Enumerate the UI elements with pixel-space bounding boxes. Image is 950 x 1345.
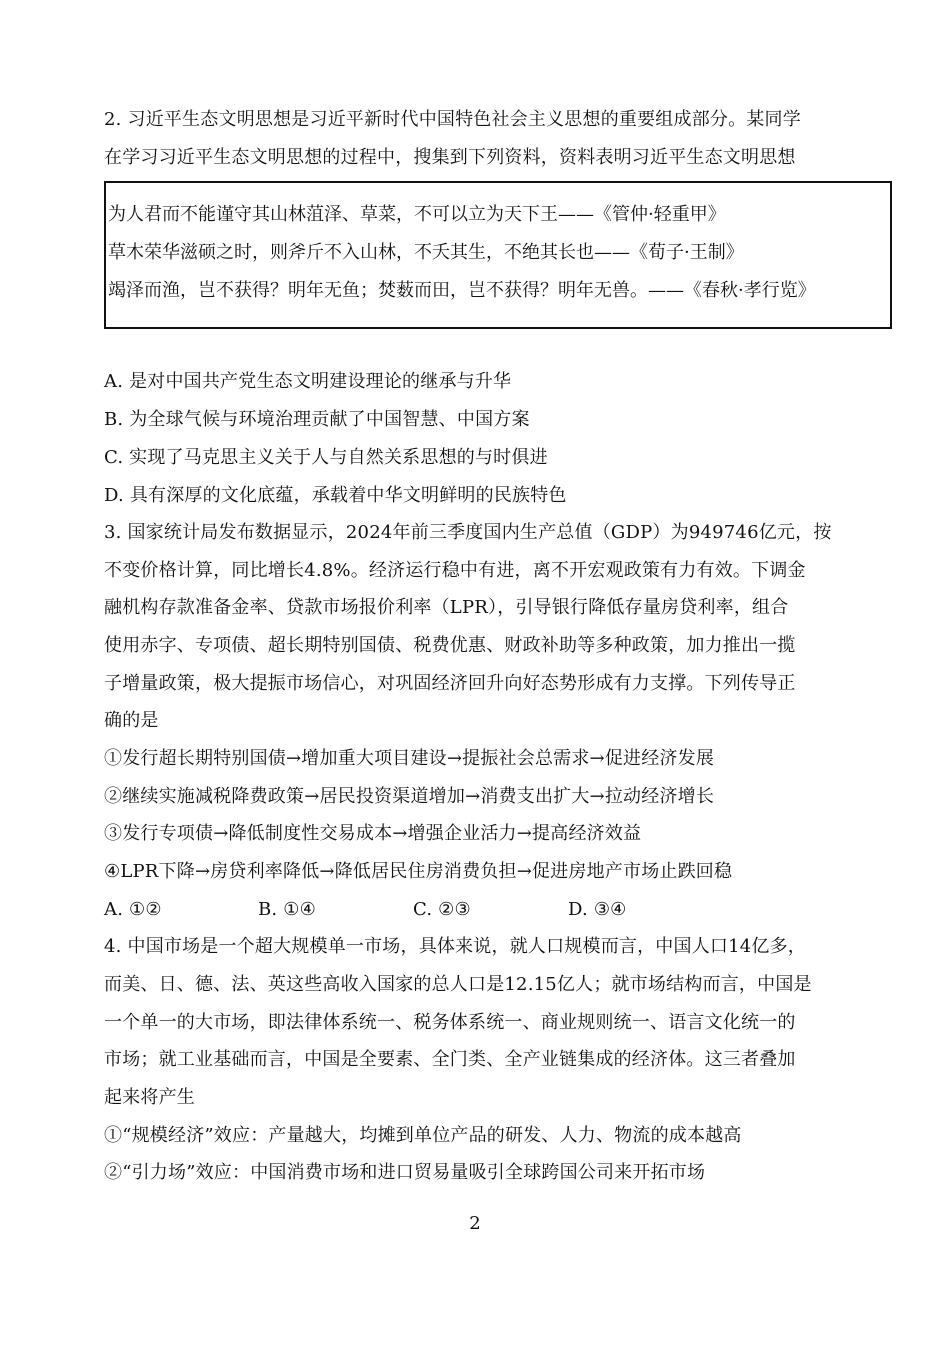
q3-stem-line-3: 融机构存款准备金率、贷款市场报价利率（LPR），引导银行降低存量房贷利率，组合 (104, 597, 789, 618)
q4-stem-line-5: 起来将产生 (104, 1087, 195, 1108)
q2-option-a: A. 是对中国共产党生态文明建设理论的继承与升华 (104, 371, 512, 392)
q2-option-c: C. 实现了马克思主义关于人与自然关系思想的与时俱进 (104, 447, 548, 468)
q3-stem-line-1: 3. 国家统计局发布数据显示，2024年前三季度国内生产总值（GDP）为949746亿元，按 (104, 522, 832, 543)
q3-option-a: A. ①② (104, 899, 162, 920)
q2-quote-3: 竭泽而渔，岂不获得？明年无鱼；焚薮而田，岂不获得？明年无兽。——《春秋·孝行览》 (108, 280, 816, 301)
q3-option-b: B. ①④ (258, 899, 316, 920)
q2-stem-line-2: 在学习习近平生态文明思想的过程中，搜集到下列资料，资料表明习近平生态文明思想 (104, 147, 796, 168)
q2-option-d: D. 具有深厚的文化底蕴，承载着中华文明鲜明的民族特色 (104, 485, 567, 506)
q4-stem-line-4: 市场；就工业基础而言，中国是全要素、全门类、全产业链集成的经济体。这三者叠加 (104, 1049, 796, 1070)
q2-option-b: B. 为全球气候与环境治理贡献了中国智慧、中国方案 (104, 409, 530, 430)
q3-option-c: C. ②③ (413, 899, 471, 920)
q2-quote-box (104, 181, 892, 329)
q3-stem-line-2: 不变价格计算，同比增长4.8%。经济运行稳中有进，离不开宏观政策有力有效。下调金 (104, 560, 806, 581)
q3-item-4: ④LPR下降→房贷利率降低→降低居民住房消费负担→促进房地产市场止跌回稳 (104, 861, 733, 882)
q4-item-1: ①“规模经济”效应：产量越大，均摊到单位产品的研发、人力、物流的成本越高 (104, 1125, 742, 1146)
q4-item-2: ②“引力场”效应：中国消费市场和进口贸易量吸引全球跨国公司来开拓市场 (104, 1162, 706, 1183)
q3-item-3: ③发行专项债→降低制度性交易成本→增强企业活力→提高经济效益 (104, 823, 642, 844)
page-number: 2 (469, 1213, 481, 1234)
q4-stem-line-1: 4. 中国市场是一个超大规模单一市场，具体来说，就人口规模而言，中国人口14亿多， (104, 936, 806, 957)
q2-stem-line-1: 2. 习近平生态文明思想是习近平新时代中国特色社会主义思想的重要组成部分。某同学 (104, 109, 801, 130)
q3-item-2: ②继续实施减税降费政策→居民投资渠道增加→消费支出扩大→拉动经济增长 (104, 786, 715, 807)
q3-stem-line-5: 子增量政策，极大提振市场信心，对巩固经济回升向好态势形成有力支撑。下列传导正 (104, 673, 796, 694)
q3-stem-line-6: 确的是 (104, 710, 159, 731)
q3-option-d: D. ③④ (568, 899, 627, 920)
q3-options-row (104, 898, 664, 922)
q3-item-1: ①发行超长期特别国债→增加重大项目建设→提振社会总需求→促进经济发展 (104, 748, 715, 769)
q2-quote-1: 为人君而不能谨守其山林菹泽、草菜，不可以立为天下王——《管仲·轻重甲》 (108, 204, 726, 225)
q3-stem-line-4: 使用赤字、专项债、超长期特别国债、税费优惠、财政补助等多种政策，加力推出一揽 (104, 635, 796, 656)
q4-stem-line-3: 一个单一的大市场，即法律体系统一、税务体系统一、商业规则统一、语言文化统一的 (104, 1012, 796, 1033)
q2-quote-2: 草木荣华滋硕之时，则斧斤不入山林，不夭其生，不绝其长也——《荀子·王制》 (108, 242, 744, 263)
q4-stem-line-2: 而美、日、德、法、英这些高收入国家的总人口是12.15亿人；就市场结构而言，中国是 (104, 974, 812, 995)
